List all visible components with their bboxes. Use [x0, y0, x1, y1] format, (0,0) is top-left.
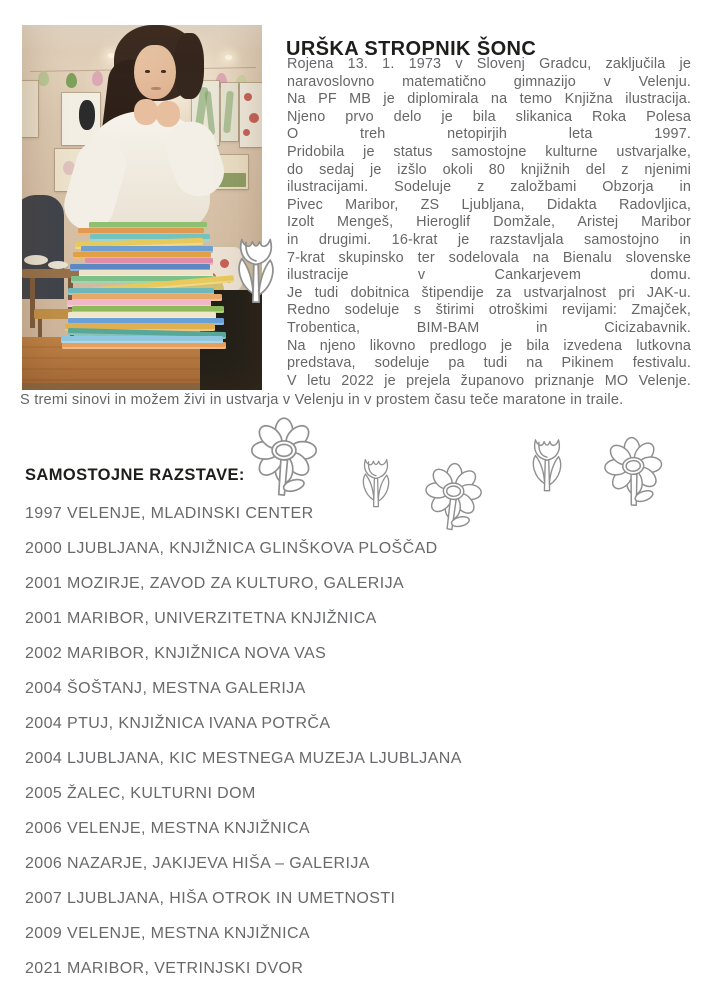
exhibition-item: 2004 LJUBLJANA, KIC MESTNEGA MUZEJA LJUBLJANA [25, 750, 462, 767]
bio-line: Pivec Maribor, ZS Ljubljana, Didakta Radovljica, [287, 196, 691, 213]
egg-ornament [92, 71, 103, 86]
exhibition-item: 2021 MARIBOR, VETRINJSKI DVOR [25, 960, 304, 977]
bio-line: Redno sodeluje s štirimi otroškimi revijami: Zmajček, [287, 302, 691, 319]
bio-line: ilustracijami. Sodeluje z založbami Obzorja in [287, 179, 691, 196]
book-stack [60, 223, 228, 349]
mouth [151, 87, 161, 90]
plate [24, 255, 48, 265]
bio-line: in drugimi. 16-krat je razstavljala samostojno in [287, 231, 691, 248]
exhibition-item: 2004 PTUJ, KNJIŽNICA IVANA POTRČA [25, 715, 331, 732]
bio-footer: S tremi sinovi in možem živi in ustvarja v Velenju in v prostem času teče maratone in traile. [20, 392, 624, 408]
daisy-icon [421, 464, 485, 539]
portrait-photo [22, 25, 262, 390]
bio-line: Izolt Mengeš, Hieroglif Domžale, Aristej Maribor [287, 214, 691, 231]
bio-line: 7-krat skupinsko ter sodelovala na Bienalu slovenske [287, 249, 691, 266]
exhibition-item: 2007 LJUBLJANA, HIŠA OTROK IN UMETNOSTI [25, 890, 396, 907]
bio-line: Pridobila je status samostojne kulturne ustvarjalke, [287, 143, 691, 160]
exhibition-item: 1997 VELENJE, MLADINSKI CENTER [25, 505, 314, 522]
wall-art-frame [22, 81, 38, 137]
daisy-icon [600, 438, 667, 516]
bio-line: Rojena 13. 1. 1973 v Slovenj Gradcu, zaključila je [287, 56, 691, 72]
track-light-icon [225, 55, 232, 60]
bio-line: V letu 2022 je prejela županovo priznanje MO Velenje. [287, 372, 691, 389]
bio-line: Na njeno likovno predlogo je bila izvedena lutkovna [287, 337, 691, 354]
exhibitions-list [25, 506, 462, 996]
bio-line: predstava, sodeluje pa tudi na Pikinem festivalu. [287, 355, 691, 372]
section-heading: SAMOSTOJNE RAZSTAVE: [25, 465, 245, 484]
exhibition-item: 2006 VELENJE, MESTNA KNJIŽNICA [25, 820, 310, 837]
armchair [22, 195, 64, 299]
table-leg [30, 278, 35, 328]
bio-text [287, 56, 691, 390]
exhibition-item: 2002 MARIBOR, KNJIŽNICA NOVA VAS [25, 645, 327, 662]
hand [156, 101, 180, 127]
bio-line: do sedaj je izšlo okoli 80 knjižnih del z njenimi [287, 161, 691, 178]
daisy-icon [249, 421, 319, 505]
bio-line: Trobentica, BIM-BAM in Cicizabavnik. [287, 319, 691, 336]
exhibition-item: 2006 NAZARJE, JAKIJEVA HIŠA – GALERIJA [25, 855, 370, 872]
exhibition-item: 2004 ŠOŠTANJ, MESTNA GALERIJA [25, 680, 306, 697]
bio-line: Njeno prvo delo je bila slikanica Roka Polesa [287, 108, 691, 125]
page-title: URŠKA STROPNIK ŠONC [286, 38, 537, 61]
stool-leg [38, 319, 42, 337]
egg-ornament [66, 73, 77, 88]
egg-ornament [38, 71, 49, 86]
exhibition-item: 2001 MOZIRJE, ZAVOD ZA KULTURO, GALERIJA [25, 575, 405, 592]
wall-art-frame [240, 83, 262, 147]
wall-art-frame [221, 83, 238, 141]
exhibition-item: 2009 VELENJE, MESTNA KNJIŽNICA [25, 925, 310, 942]
tulip-icon [352, 446, 400, 516]
exhibition-item: 2000 LJUBLJANA, KNJIŽNICA GLINŠKOVA PLOŠČAD [25, 540, 438, 557]
eye [161, 70, 166, 73]
exhibition-item: 2005 ŽALEC, KULTURNI DOM [25, 785, 256, 802]
hand [134, 99, 158, 125]
tulip-icon [224, 225, 288, 311]
eye [145, 70, 150, 73]
bio-line: O treh netopirjih leta 1997. [287, 126, 691, 143]
bio-line: ilustracije v Cankarjevem domu. [287, 267, 691, 284]
bio-line: Je tudi dobitnica štipendije za ustvarjalnost pri JAK-u. [287, 284, 691, 301]
woman-hair [174, 33, 204, 99]
woman-face [134, 45, 176, 99]
tulip-icon [521, 424, 573, 502]
exhibition-item: 2001 MARIBOR, UNIVERZITETNA KNJIŽNICA [25, 610, 377, 627]
bio-line: Na PF MB je diplomirala na temo Knjižna ilustracija. [287, 91, 691, 108]
bio-line: naravoslovno matematično gimnazijo v Velenju. [287, 73, 691, 90]
